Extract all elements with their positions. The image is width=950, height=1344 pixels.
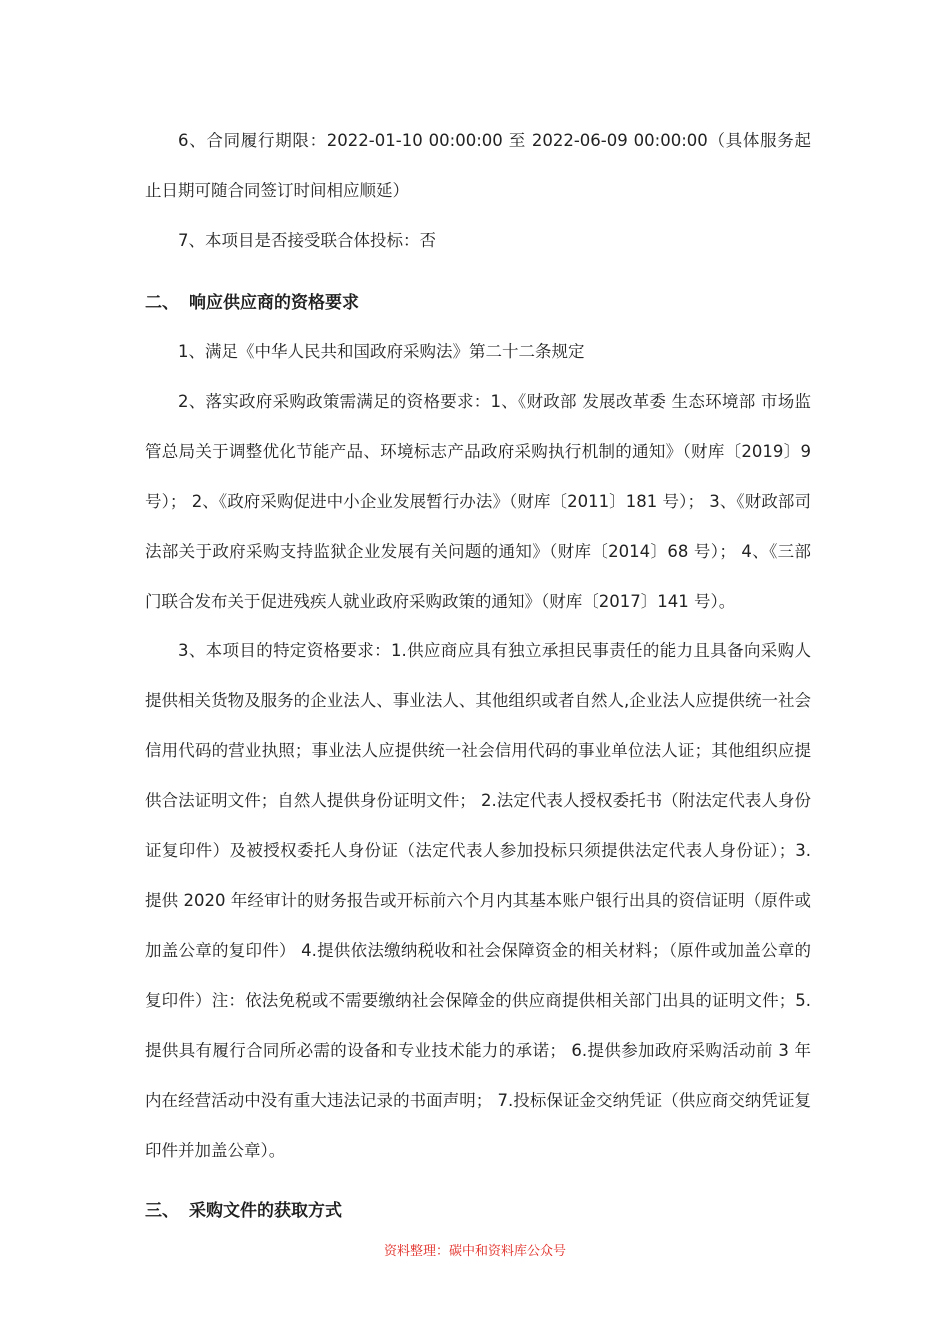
qualification-item-2: 2、落实政府采购政策需满足的资格要求：1、《财政部 发展改革委 生态环境部 市场监管总局关于调整优化节能产品、环境标志产品政府采购执行机制的通知》（财库〔2019〕9 号）； 2、《政府采购促进中小企业发展暂行办法》（财库〔2011〕181 号）； 3、《财政部司法部关于政府采购支持监狱企业发展有关问题的通知》（财库〔2014〕68 号）； 4、《三部门联合发布关于促进残疾人就业政府采购政策的通知》（财库〔2017〕141 号）。	[145, 392, 811, 611]
section-3-heading	[145, 1196, 342, 1226]
section-3-number: 三、	[145, 1201, 179, 1221]
qualification-item-1: 1、满足《中华人民共和国政府采购法》第二十二条规定	[178, 342, 585, 361]
qualification-item-3: 3、本项目的特定资格要求：1.供应商应具有独立承担民事责任的能力且具备向采购人提供相关货物及服务的企业法人、事业法人、其他组织或者自然人,企业法人应提供统一社会信用代码的营业执照；事业法人应提供统一社会信用代码的事业单位法人证；其他组织应提供合法证明文件；自然人提供身份证明文件； 2.法定代表人授权委托书（附法定代表人身份证复印件）及被授权委托人身份证（法定代表人参加投标只须提供法定代表人身份证）；3.提供 2020 年经审计的财务报告或开标前六个月内其基本账户银行出具的资信证明（原件或加盖公章的复印件） 4.提供依法缴纳税收和社会保障资金的相关材料；（原件或加盖公章的复印件）注：依法免税或不需要缴纳社会保障金的供应商提供相关部门出具的证明文件；5.提供具有履行合同所必需的设备和专业技术能力的承诺； 6.提供参加政府采购活动前 3 年内在经营活动中没有重大违法记录的书面声明； 7.投标保证金交纳凭证（供应商交纳凭证复印件并加盖公章）。	[145, 641, 811, 1160]
section-3-title: 采购文件的获取方式	[189, 1201, 342, 1221]
section-2-number: 二、	[145, 293, 179, 313]
item-6-contract-period: 6、合同履行期限：2022-01-10 00:00:00 至 2022-06-09 00:00:00（具体服务起止日期可随合同签订时间相应顺延）	[145, 131, 811, 200]
footer-source-note: 资料整理：碳中和资料库公众号	[383, 1244, 566, 1259]
item-7-joint-bidding: 7、本项目是否接受联合体投标：否	[178, 231, 436, 250]
section-2-title: 响应供应商的资格要求	[189, 293, 359, 313]
section-2-heading	[145, 288, 359, 318]
